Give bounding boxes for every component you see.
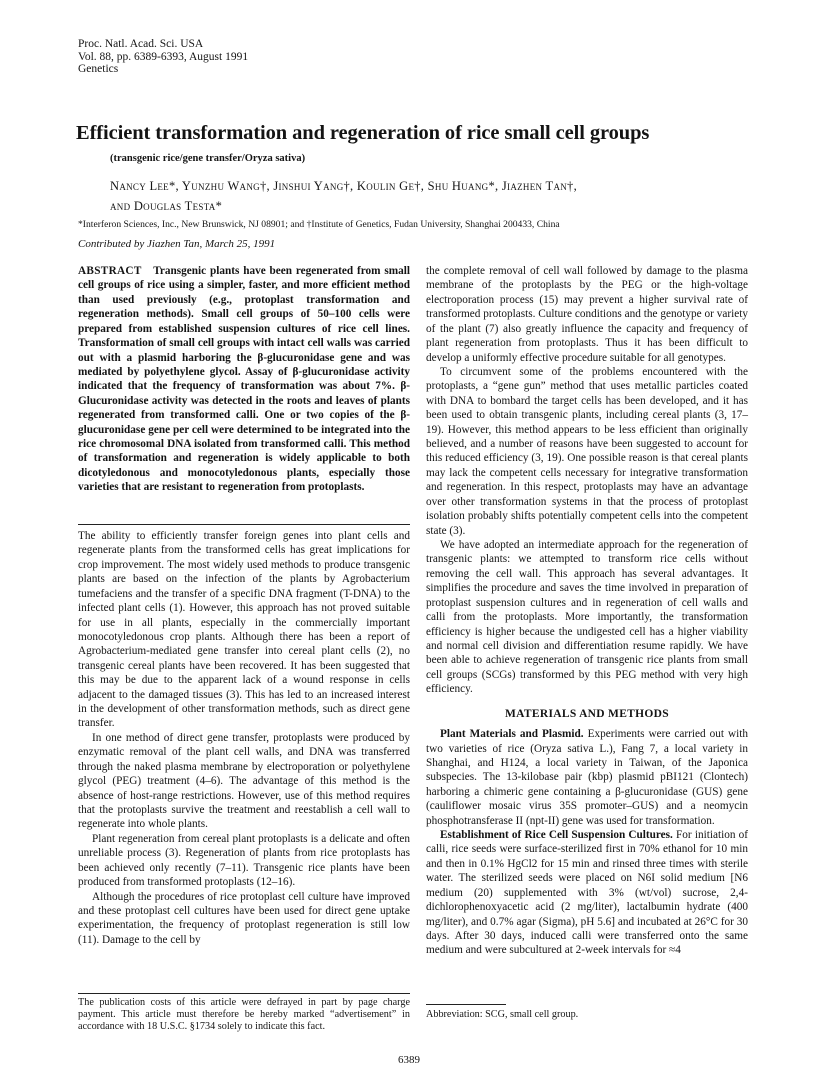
affiliations: *Interferon Sciences, Inc., New Brunswick, NJ 08901; and †Institute of Genetics, Fudan University, Shanghai 200433, China [78, 219, 560, 230]
body-paragraph: Plant regeneration from cereal plant protoplasts is a delicate and often unreliable process (3). Regeneration of plants from rice protoplasts has been achieved only recently (7–11). Transgenic rice plants have been produced from transformed protoplasts (12–16). [78, 832, 410, 889]
body-paragraph: To circumvent some of the problems encountered with the protoplasts, a “gene gun” method that uses metallic particles coated with DNA to bombard the target cells has been developed, and it has been used to obtain transgenic plants, including cereal plants (3, 17–19). However, this method appears to be less efficient than originally believed, and a number of reasons have been suggested to account for this reduced efficiency (3, 19). One possible reason is that cereal plants may lack the competent cells necessary for integrative transformation and regeneration. In this respect, protoplasts may have an advantage over other transformation systems in that the process of protoplast isolation probably shifts potentially competent cells into the competent state (3). [426, 365, 748, 537]
right-column [426, 264, 748, 958]
methods-text: For initiation of calli, rice seeds were surface-sterilized first in 70% ethanol for 10 min and then in 0.1% HgCl2 for 15 min and rinsed three times with sterile water. The sterilized seeds were placed on N6I solid medium [N6 medium (20) supplemented with 3% (wt/vol) sucrose, 2,4-dichlorophenoxyacetic acid (2 mg/liter), lactalbumin hydrate (400 mg/liter), and 0.7% agar (Sigma), pH 5.6] and incubated at 26°C for 30 days. After 30 days, induced calli were transferred onto the same medium and were subcultured at 2-week intervals for ≈4 [426, 829, 748, 957]
abstract-text: Transgenic plants have been regenerated from small cell groups of rice using a simpler, faster, and more efficient method than used previously (e.g., protoplast transformation and regeneration methods). Small cell groups of 50–100 cells were prepared from established suspension cultures of rice cell lines. Transformation of small cell groups with intact cell walls was carried out with a plasmid harboring the β-glucuronidase gene and was mediated by polyethylene glycol. Assay of β-glucuronidase activity indicated that the frequency of transformation was about 7%. β-Glucuronidase activity was detected in the roots and leaves of plants regenerated from transformed calli. One or two copies of the β-glucuronidase gene per cell were determined to be integrated into the rice chromosomal DNA isolated from transformed calli. This method of transformation and regeneration is widely applicable to both dicotyledonous and monocotyledonous plants, especially those varieties that are resistant to regeneration from protoplasts. [78, 265, 410, 494]
body-paragraph: the complete removal of cell wall followed by damage to the plasma membrane of the protoplasts by the PEG or the high-voltage electroporation process (15) may prevent a higher survival rate of transformed protoplasts. Culture conditions and the genotype or variety of the plant (7) also greatly influence the capacity and frequency of plant regeneration from protoplasts. Thus it has been difficult to develop a uniformly effective procedure suitable for all genotypes. [426, 265, 748, 364]
abstract-divider [78, 524, 410, 525]
subsection-heading: Establishment of Rice Cell Suspension Cultures. [440, 829, 673, 842]
footnote-divider [78, 993, 410, 994]
author-line: Nancy Lee*, Yunzhu Wang†, Jinshui Yang†, Koulin Ge†, Shu Huang*, Jiazhen Tan†, [110, 179, 578, 193]
methods-paragraph [426, 828, 748, 958]
body-paragraph: The ability to efficiently transfer foreign genes into plant cells and regenerate plants from the transformed cells has great implications for crop improvement. The most widely used methods to produce transgenic plants are based on the infection of the plants by Agrobacterium tumefaciens and the transfer of a specific DNA fragment (T-DNA) to the infected plant cells (1). However, this approach has not proved suitable for use in all plants, especially in the commercially important monocotyledonous crop plants. Although there has been a report of Agrobacterium-mediated gene transfer into cereal plant cells (2), no transgenic cereal plants have been recovered. It has been suggested that this may be due to the apparent lack of a wound response in cells adjacent to the damaged tissues (3). This has led to an increased interest in the development of other transformation methods, such as direct gene transfer. [78, 530, 410, 730]
methods-text: Experiments were carried out with two varieties of rice (Oryza sativa L.), Fang 7, a local variety in Shanghai, and H124, a local variety in Taiwan, of the Japonica subspecies. The 13-kilobase pair (kbp) plasmid pBI121 (Clontech) harboring a chimeric gene containing a β-glucuronidase (GUS) gene (cauliflower mosaic virus 35S promoter–GUS) and a neomycin phosphotransferase II (npt-II) gene was used for transformation. [426, 728, 748, 827]
abstract [78, 264, 410, 495]
publication-footnote: The publication costs of this article were defrayed in part by page charge payment. This article must therefore be hereby marked “advertisement” in accordance with 18 U.S.C. §1734 solely to indicate this fact. [78, 997, 410, 1032]
abbreviation-footnote: Abbreviation: SCG, small cell group. [426, 1009, 579, 1020]
keywords: (transgenic rice/gene transfer/Oryza sativa) [110, 153, 306, 164]
subsection-heading: Plant Materials and Plasmid. [440, 728, 584, 741]
body-paragraph: We have adopted an intermediate approach for the regeneration of transgenic plants: we attempted to transform rice cells without removing the cell wall. This approach has several advantages. It simplifies the procedure and saves the time involved in preparation of protoplast suspension cultures and in regeneration of cell walls and calli from the protoplasts. More importantly, the transformation efficiency is higher because the undigested cell has a higher viability and normal cell division and differentiation resume rapidly. We have been able to achieve regeneration of transgenic rice plants from small cell groups (SCGs) transformed by this PEG method with very high efficiency. [426, 539, 748, 696]
journal-name: Proc. Natl. Acad. Sci. USA [78, 38, 204, 50]
body-paragraph: In one method of direct gene transfer, protoplasts were produced by enzymatic removal of the plant cell walls, and DNA was transferred through the naked plasma membrane by electroporation or polyethylene glycol (PEG) treatment (4–6). The advantage of this method is the absence of host-range restrictions. However, use of this method requires that the protoplasts survive the treatment and reestablish a cell wall to regenerate into whole plants. [78, 731, 410, 831]
abstract-label: ABSTRACT [78, 265, 142, 277]
body-paragraph: Although the procedures of rice protoplast cell culture have improved and these protoplast cell cultures have been used for direct gene uptake experimentation, the frequency of protoplast regeneration is still low (11). Damage to the cell by [78, 890, 410, 946]
page-number: 6389 [398, 1054, 420, 1066]
section-heading: MATERIALS AND METHODS [505, 707, 669, 720]
journal-header [78, 38, 248, 76]
journal-section: Genetics [78, 63, 119, 75]
contributed-by: Contributed by Jiazhen Tan, March 25, 1991 [78, 238, 276, 250]
footnote-divider [426, 1004, 506, 1005]
methods-paragraph [426, 727, 748, 828]
article-title: Efficient transformation and regeneration of rice small cell groups [76, 122, 650, 144]
journal-volume: Vol. 88, pp. 6389-6393, August 1991 [78, 50, 249, 63]
left-column [78, 529, 410, 947]
author-list [110, 176, 760, 216]
author-line: and Douglas Testa* [110, 199, 223, 213]
